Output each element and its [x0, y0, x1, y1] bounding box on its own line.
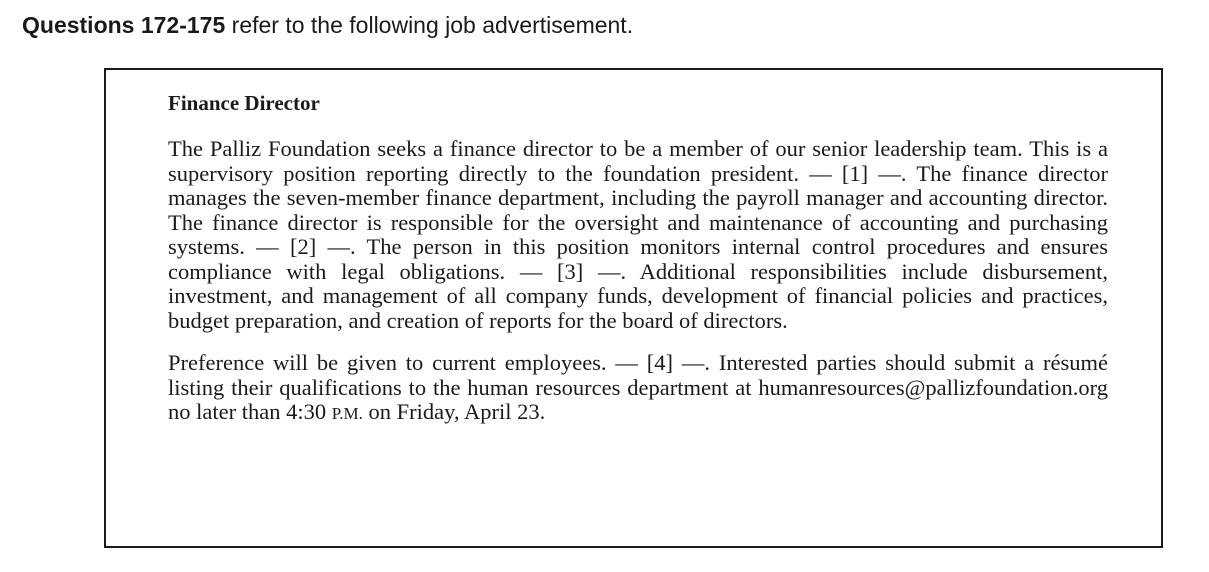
paragraph-2-text: Preference will be given to current employees. — [4] —. Interested parties should submit a résumé listing their qualifications to the human resources department at humanresources@pallizfoundation.org no later than 4:30 — [168, 350, 1108, 424]
advertisement-paragraph-2 — [168, 351, 1108, 427]
advertisement-paragraph-1: The Palliz Foundation seeks a finance director to be a member of our senior leadership team. This is a supervisory position reporting directly to the foundation president. — [1] —. The finance director manages the seven-member finance department, including the payroll manager and accounting director. The finance director is responsible for the oversight and maintenance of accounting and purchasing systems. — [2] —. The person in this position monitors internal control procedures and ensures compliance with legal obligations. — [3] —. Additional responsibilities include disbursement, investment, and management of all company funds, development of financial policies and practices, budget preparation, and creation of reports for the board of directors. — [168, 136, 1108, 333]
advertisement-content — [168, 89, 1108, 427]
paragraph-2-end: on Friday, April 23. — [362, 399, 546, 424]
question-header — [22, 10, 633, 40]
job-advertisement-box — [104, 68, 1163, 548]
question-range: Questions 172-175 — [22, 12, 226, 38]
advertisement-title: Finance Director — [168, 91, 320, 115]
time-suffix: P.M. — [331, 404, 363, 423]
question-intro: refer to the following job advertisement. — [225, 12, 634, 38]
